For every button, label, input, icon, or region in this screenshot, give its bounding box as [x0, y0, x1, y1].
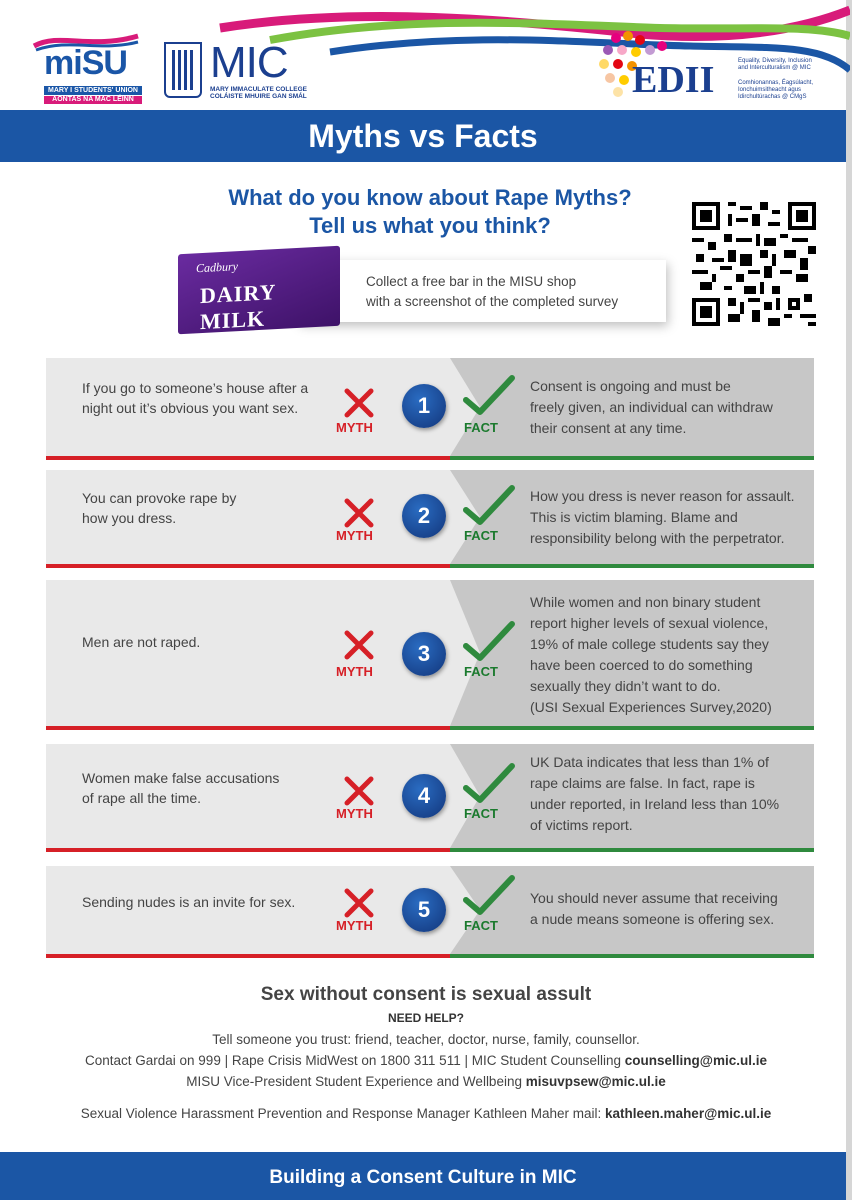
- fact-underline: [450, 456, 814, 460]
- misu-word-su: SU: [81, 44, 127, 82]
- fact-line: report higher levels of sexual violence,: [530, 615, 769, 631]
- fact-line: freely given, an individual can withdraw: [530, 399, 773, 415]
- myth-line: night out it’s obvious you want sex.: [82, 400, 299, 416]
- myth-underline: [46, 456, 450, 460]
- fact-label: FACT: [464, 918, 498, 933]
- cross-icon: [342, 774, 376, 808]
- myth-label: MYTH: [336, 918, 373, 933]
- chocolate-promo: [178, 250, 668, 335]
- fact-label: FACT: [464, 420, 498, 435]
- fact-label: FACT: [464, 806, 498, 821]
- myth-label: MYTH: [336, 528, 373, 543]
- question-line-1: What do you know about Rape Myths?: [228, 185, 632, 210]
- row-number-badge: 3: [402, 632, 446, 676]
- question-line-2: Tell us what you think?: [309, 213, 551, 238]
- myth-line: of rape all the time.: [82, 790, 202, 806]
- fact-line: of victims report.: [530, 817, 633, 833]
- myth-statement: [82, 768, 332, 808]
- myth-label: MYTH: [336, 664, 373, 679]
- misu-word-mi: mi: [44, 44, 82, 82]
- fact-line: This is victim blaming. Blame and: [530, 509, 738, 525]
- myth-fact-row: [46, 358, 814, 456]
- myth-line: Men are not raped.: [82, 634, 201, 650]
- fact-statement: [530, 486, 808, 549]
- footer-line-manager: [0, 1106, 852, 1121]
- mic-wordmark: MIC: [210, 38, 288, 87]
- fact-label: FACT: [464, 664, 498, 679]
- need-help-heading: NEED HELP?: [387, 1011, 464, 1025]
- fact-line: a nude means someone is offering sex.: [530, 911, 775, 927]
- myth-statement: [82, 632, 332, 652]
- fact-underline: [450, 564, 814, 568]
- cross-icon: [342, 886, 376, 920]
- fact-underline: [450, 954, 814, 958]
- misu-email-link[interactable]: misuvpsew@mic.ul.ie: [525, 1074, 666, 1089]
- mic-subtitle-en: MARY IMMACULATE COLLEGE: [210, 86, 308, 93]
- fact-statement: [530, 888, 808, 930]
- myth-fact-row: [46, 580, 814, 726]
- row-number-badge: 1: [402, 384, 446, 428]
- mic-crest-icon: [164, 42, 202, 98]
- footer-line-misu: [0, 1074, 852, 1089]
- myth-statement: [82, 892, 332, 912]
- row-number-badge: 4: [402, 774, 446, 818]
- chocolate-product: DAIRY MILK: [200, 279, 276, 335]
- footer-headline: Sex without consent is sexual assult: [260, 984, 592, 1005]
- mic-subtitle-ga: COLÁISTE MHUIRE GAN SMÁL: [210, 93, 307, 100]
- counselling-email-link[interactable]: counselling@mic.ul.ie: [624, 1053, 767, 1068]
- fact-line: responsibility belong with the perpetrator.: [530, 530, 785, 546]
- fact-label: FACT: [464, 528, 498, 543]
- myth-panel: [46, 580, 450, 726]
- myth-statement: [82, 378, 332, 418]
- survey-qr-code[interactable]: [692, 202, 816, 326]
- myth-label: MYTH: [336, 806, 373, 821]
- row-number-badge: 2: [402, 494, 446, 538]
- myth-underline: [46, 848, 450, 852]
- myth-underline: [46, 726, 450, 730]
- manager-text: Sexual Violence Harassment Prevention and Response Manager Kathleen Maher mail:: [80, 1106, 606, 1121]
- misu-logo: [30, 30, 142, 102]
- fact-line: How you dress is never reason for assault.: [530, 488, 795, 504]
- promo-line-2: with a screenshot of the completed survey: [366, 294, 619, 309]
- myth-line: Women make false accusations: [82, 770, 280, 786]
- myth-fact-row: [46, 744, 814, 848]
- mic-logo: [160, 38, 310, 102]
- edii-tagline-en: Equality, Diversity, Inclusion and Interculturalism @ MIC: [738, 58, 812, 71]
- fact-underline: [450, 726, 814, 730]
- fact-line: have been coerced to do something: [530, 657, 753, 673]
- check-icon: [462, 620, 516, 664]
- myth-fact-row: [46, 866, 814, 954]
- misu-tagline-ga: AONTAS NA MAC LÉINN: [44, 96, 142, 104]
- myth-line: You can provoke rape by: [82, 490, 237, 506]
- fact-line: You should never assume that receiving: [530, 890, 778, 906]
- chocolate-brand: Cadbury: [196, 259, 238, 276]
- myth-underline: [46, 954, 450, 958]
- myth-label: MYTH: [336, 420, 373, 435]
- cross-icon: [342, 496, 376, 530]
- edii-tagline-ga: Comhionannas, Éagsúlacht, Ionchuimsitheacht agus Idirchultúrachas @ CMgS: [738, 80, 814, 100]
- check-icon: [462, 762, 516, 806]
- fact-line: sexually they didn’t want to do.: [530, 678, 721, 694]
- cross-icon: [342, 628, 376, 662]
- row-number-badge: 5: [402, 888, 446, 932]
- fact-line: UK Data indicates that less than 1% of: [530, 754, 769, 770]
- survey-question: [150, 184, 710, 240]
- fact-line: While women and non binary student: [530, 594, 761, 610]
- promo-line-1: Collect a free bar in the MISU shop: [366, 274, 577, 289]
- check-icon: [462, 874, 516, 918]
- check-icon: [462, 374, 516, 418]
- fact-line: under reported, in Ireland less than 10%: [530, 796, 780, 812]
- misu-vp-text: MISU Vice-President Student Experience and Wellbeing: [186, 1074, 526, 1089]
- fact-statement: [530, 752, 808, 836]
- myth-fact-row: [46, 470, 814, 564]
- promo-text: [366, 272, 656, 312]
- fact-line: their consent at any time.: [530, 420, 687, 436]
- myth-line: how you dress.: [82, 510, 177, 526]
- myth-line: If you go to someone’s house after a: [82, 380, 309, 396]
- consent-culture-banner: Building a Consent Culture in MIC: [0, 1152, 846, 1200]
- check-icon: [462, 484, 516, 528]
- footer-line-trust: Tell someone you trust: friend, teacher, doctor, nurse, family, counsellor.: [212, 1032, 640, 1047]
- manager-email-link[interactable]: kathleen.maher@mic.ul.ie: [605, 1106, 772, 1121]
- misu-tagline-en: MARY I STUDENTS' UNION: [44, 86, 142, 95]
- myth-underline: [46, 564, 450, 568]
- page-title: Myths vs Facts: [0, 110, 846, 162]
- chocolate-bar-image: [178, 246, 340, 334]
- fact-statement: [530, 376, 808, 439]
- edii-wordmark: EDII: [632, 59, 715, 101]
- cross-icon: [342, 386, 376, 420]
- contacts-text: Contact Gardai on 999 | Rape Crisis MidWest on 1800 311 511 | MIC Student Counselling: [84, 1053, 625, 1068]
- fact-line: (USI Sexual Experiences Survey,2020): [530, 699, 772, 715]
- fact-statement: [530, 592, 808, 718]
- edii-logo: [598, 28, 818, 102]
- footer-line-contacts: [0, 1053, 852, 1068]
- fact-line: 19% of male college students say they: [530, 636, 769, 652]
- fact-underline: [450, 848, 814, 852]
- fact-line: Consent is ongoing and must be: [530, 378, 731, 394]
- fact-line: rape claims are false. In fact, rape is: [530, 775, 755, 791]
- myth-statement: [82, 488, 332, 528]
- myth-line: Sending nudes is an invite for sex.: [82, 894, 296, 910]
